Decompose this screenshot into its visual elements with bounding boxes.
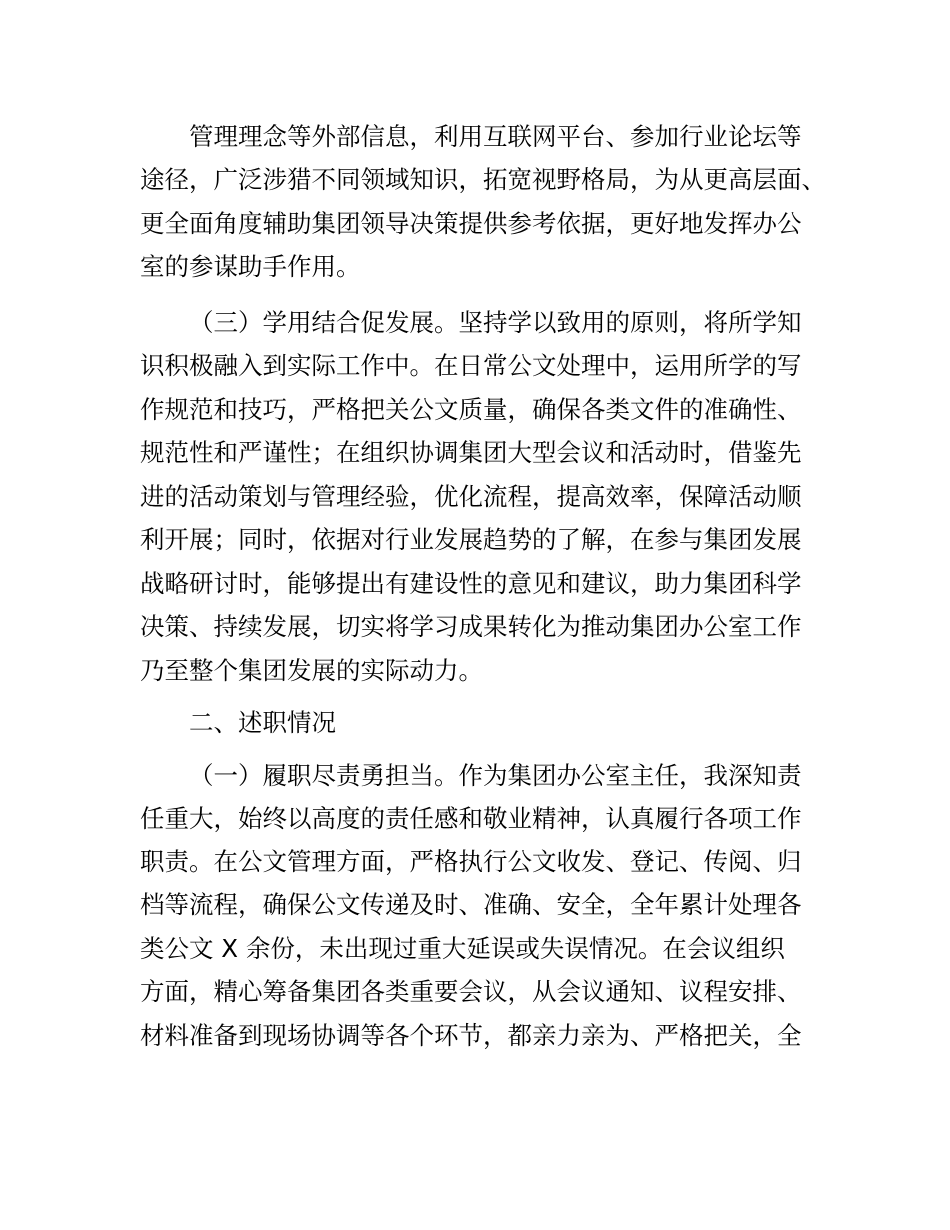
paragraph-heading-line: （三）学用结合促发展。坚持学以致用的原则，将所学知 [189, 308, 802, 337]
paragraph-line: 决策、持续发展，切实将学习成果转化为推动集团办公室工作 [140, 612, 802, 641]
paragraph-line: 室的参谋助手作用。 [140, 252, 361, 281]
paragraph-line: 途径，广泛涉猎不同领域知识，拓宽视野格局，为从更高层面、 [140, 165, 826, 194]
paragraph-line: 进的活动策划与管理经验，优化流程，提高效率，保障活动顺 [140, 482, 802, 511]
paragraph-line: 识积极融入到实际工作中。在日常公文处理中，运用所学的写 [140, 351, 802, 380]
paragraph-line: 乃至整个集团发展的实际动力。 [140, 656, 483, 685]
paragraph-line: 材料准备到现场协调等各个环节，都亲力亲为、严格把关，全 [140, 1021, 802, 1050]
paragraph-line: 方面，精心筹备集团各类重要会议，从会议通知、议程安排、 [140, 977, 802, 1006]
paragraph-line: 任重大，始终以高度的责任感和敬业精神，认真履行各项工作 [140, 804, 802, 833]
paragraph-line: 作规范和技巧，严格把关公文质量，确保各类文件的准确性、 [140, 395, 802, 424]
paragraph-line: 类公文 X 余份，未出现过重大延误或失误情况。在会议组织 [140, 934, 785, 963]
paragraph-line: 战略研讨时，能够提出有建设性的意见和建议，助力集团科学 [140, 569, 802, 598]
paragraph-line: 档等流程，确保公文传递及时、准确、安全，全年累计处理各 [140, 890, 802, 919]
paragraph-line: 更全面角度辅助集团领导决策提供参考依据，更好地发挥办公 [140, 209, 802, 238]
section-heading: 二、述职情况 [189, 708, 336, 737]
paragraph-line: 职责。在公文管理方面，严格执行公文收发、登记、传阅、归 [140, 847, 802, 876]
paragraph-line: 利开展；同时，依据对行业发展趋势的了解，在参与集团发展 [140, 525, 802, 554]
paragraph-heading-line: （一）履职尽责勇担当。作为集团办公室主任，我深知责 [189, 761, 802, 790]
paragraph-line: 管理理念等外部信息，利用互联网平台、参加行业论坛等 [189, 122, 802, 151]
paragraph-line: 规范性和严谨性；在组织协调集团大型会议和活动时，借鉴先 [140, 438, 802, 467]
